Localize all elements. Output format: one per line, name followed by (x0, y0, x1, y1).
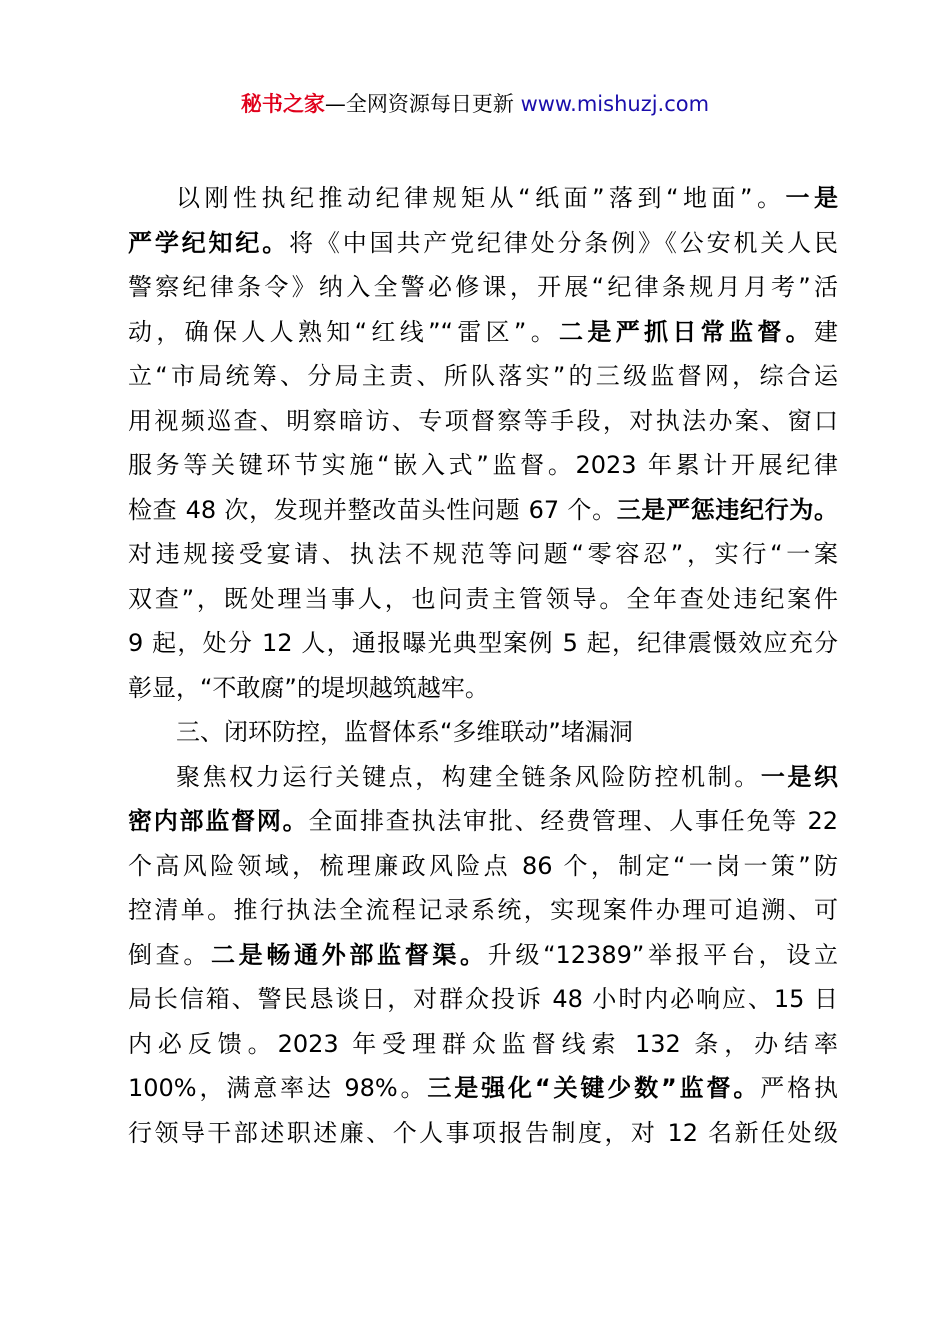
text-run: 三、闭环防控，监督体系“多维联动”堵漏洞 (176, 718, 633, 746)
bold-phrase: 二是畅通外部监督渠。 (211, 940, 488, 969)
text-run: 升级“12389”举报平台，设立 (487, 940, 838, 969)
bold-phrase: 一是织 (760, 762, 839, 791)
text-line (128, 1022, 838, 1067)
text-run: 双查”，既处理当事人，也问责主管领导。全年查处违纪案件 (128, 584, 838, 613)
document-body (128, 176, 838, 1155)
text-line (128, 532, 838, 577)
text-run: 行领导干部述职述廉、个人事项报告制度，对 12 名新任处级 (128, 1118, 838, 1147)
text-line (128, 666, 838, 711)
text-line (128, 1066, 838, 1111)
text-run: 立“市局统筹、分局主责、所队落实”的三级监督网，综合运 (128, 362, 838, 390)
text-line (128, 799, 838, 844)
text-run: 控清单。推行执法全流程记录系统，实现案件办理可追溯、可 (128, 896, 838, 924)
text-run: 对违规接受宴请、执法不规范等问题“零容忍”，实行“一案 (128, 540, 838, 568)
text-line (128, 577, 838, 622)
text-line (128, 621, 838, 666)
text-run: 以刚性执纪推动纪律规矩从“纸面”落到“地面”。 (176, 184, 786, 212)
text-line (128, 844, 838, 889)
brand-name: 秘书之家 (240, 92, 325, 116)
bold-phrase: 密内部监督网。 (128, 807, 309, 835)
text-run: 严格执 (760, 1074, 839, 1102)
text-run: 服务等关键环节实施“嵌入式”监督。2023 年累计开展纪律 (128, 451, 838, 479)
text-line (128, 354, 838, 399)
text-run: 动，确保人人熟知“红线”“雷区”。 (128, 317, 560, 346)
text-line (128, 488, 838, 533)
text-line (128, 888, 838, 933)
bold-phrase: 二是严抓日常监督。 (559, 317, 815, 346)
bold-phrase: 严学纪知纪。 (128, 228, 290, 257)
text-run: 警察纪律条令》纳入全警必修课，开展“纪律条规月月考”活 (128, 273, 838, 301)
text-line (128, 176, 838, 221)
text-line (128, 977, 838, 1022)
text-line (128, 933, 838, 978)
section-heading (128, 710, 838, 755)
text-run: 用视频巡查、明察暗访、专项督察等手段，对执法办案、窗口 (128, 406, 838, 435)
text-run: 100%，满意率达 98%。 (128, 1074, 428, 1102)
text-run: 检查 48 次，发现并整改苗头性问题 67 个。 (128, 495, 617, 524)
text-line (128, 265, 838, 310)
text-run: 9 起，处分 12 人，通报曝光典型案例 5 起，纪律震慑效应充分 (128, 629, 838, 657)
text-run: 倒查。 (128, 940, 212, 969)
text-line (128, 1111, 838, 1156)
text-run: 建 (814, 317, 839, 346)
text-line (128, 399, 838, 444)
bold-phrase: 三是严惩违纪行为。 (616, 495, 839, 524)
text-run: 全面排查执法审批、经费管理、人事任免等 22 (308, 807, 839, 835)
header-tagline: —全网资源每日更新 (324, 92, 521, 116)
text-run: 彰显，“不敢腐”的堤坝越筑越牢。 (128, 673, 489, 702)
text-run: 将《中国共产党纪律处分条例》《公安机关人民 (289, 228, 838, 257)
text-run: 聚焦权力运行关键点，构建全链条风险防控机制。 (176, 762, 761, 791)
text-line (128, 310, 838, 355)
page-header (0, 88, 950, 120)
text-line (128, 755, 838, 800)
site-url-link[interactable]: www.mishuzj.com (520, 92, 710, 116)
text-run: 内必反馈。2023 年受理群众监督线索 132 条，办结率 (128, 1029, 838, 1058)
text-line (128, 221, 838, 266)
text-line (128, 443, 838, 488)
text-run: 个高风险领域，梳理廉政风险点 86 个，制定“一岗一策”防 (128, 851, 838, 880)
text-run: 局长信箱、警民恳谈日，对群众投诉 48 小时内必响应、15 日 (128, 985, 838, 1013)
bold-phrase: 三是强化“关键少数”监督。 (427, 1074, 761, 1102)
bold-phrase: 一是 (785, 184, 839, 212)
